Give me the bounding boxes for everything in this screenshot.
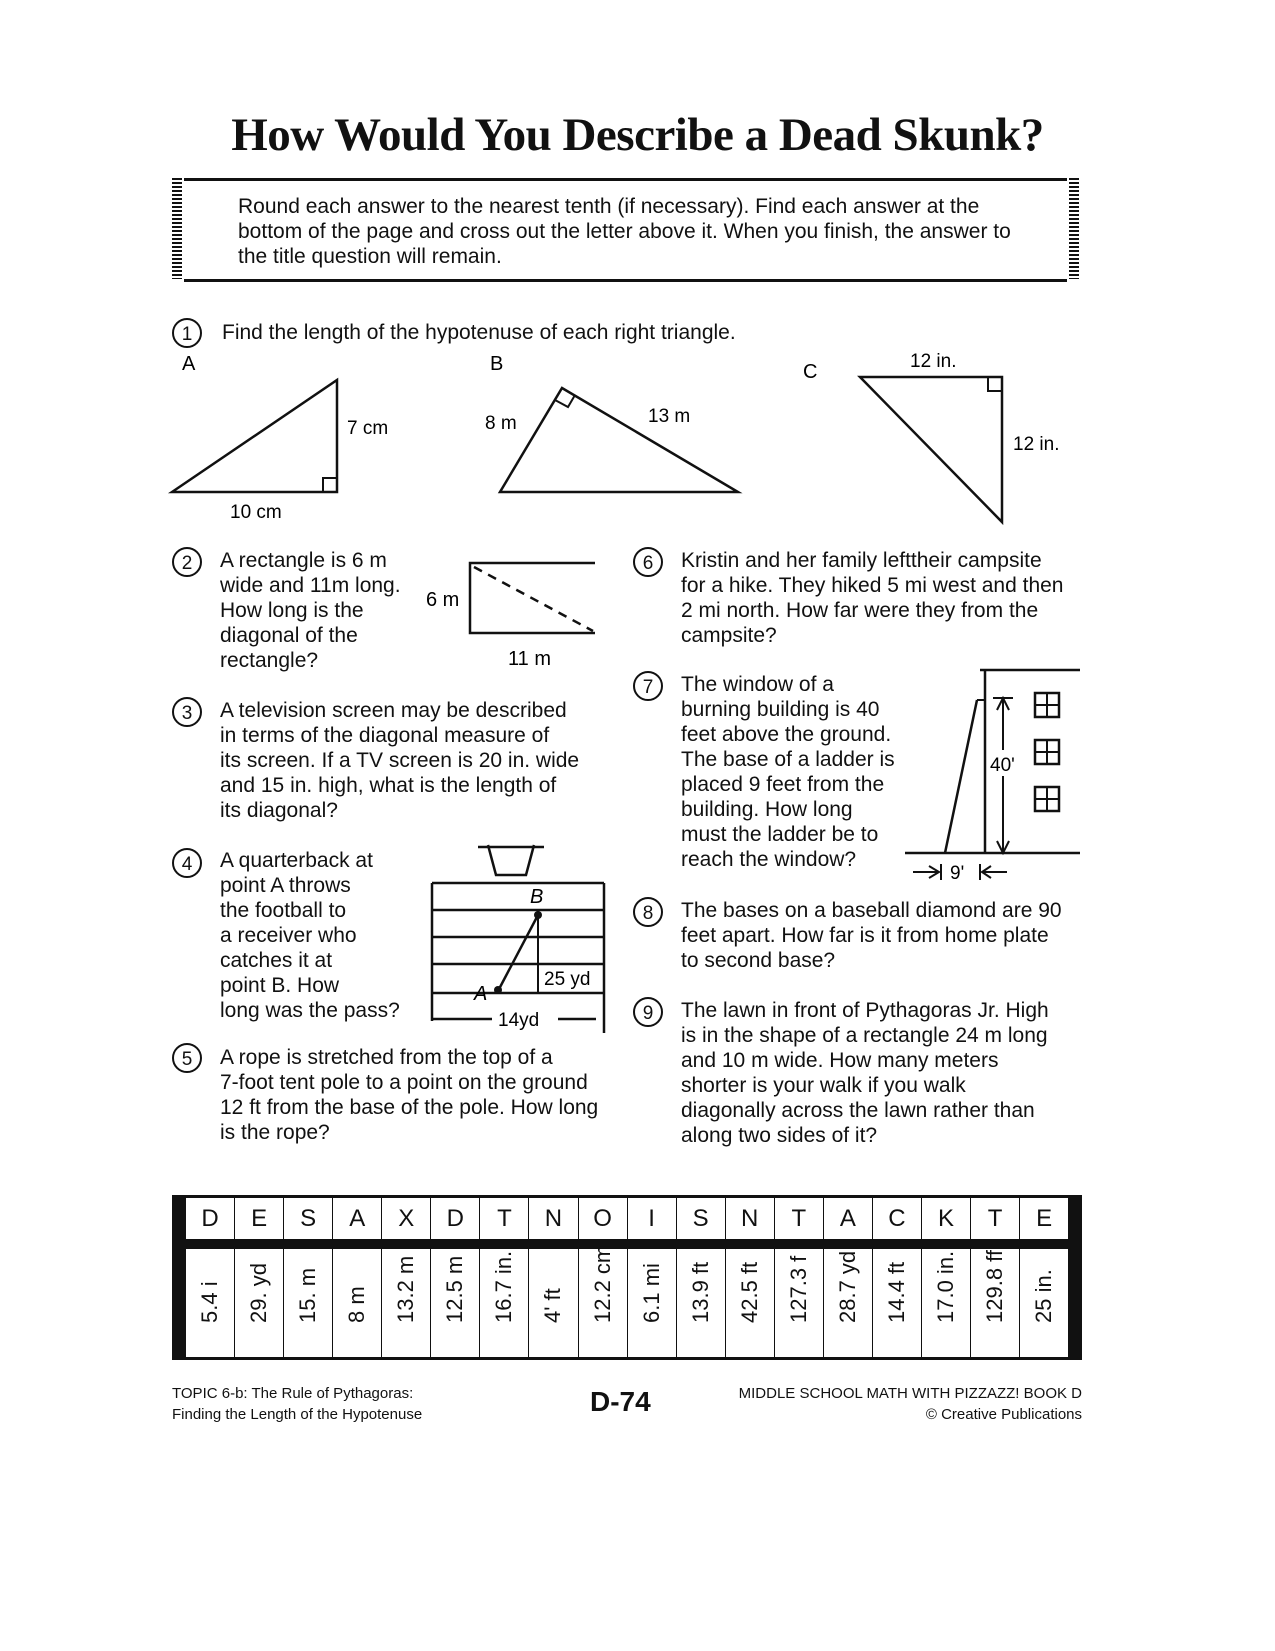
code-letter: D [430, 1198, 479, 1239]
rectangle-width-label: 6 m [426, 589, 460, 611]
code-answer-cell [430, 1249, 479, 1357]
code-answer-cell [381, 1249, 430, 1357]
code-letter: A [823, 1198, 872, 1239]
code-letters-row [186, 1198, 1068, 1249]
code-letter: X [381, 1198, 430, 1239]
code-letter: D [201, 1205, 219, 1232]
code-answer: 42.5 ft [736, 1261, 762, 1323]
q7-building-ladder-diagram [905, 668, 1085, 883]
q4-football-field-diagram [420, 843, 610, 1033]
window-icon [1035, 693, 1059, 717]
triangle-c-label: C [803, 361, 818, 383]
code-answer-cell [1019, 1249, 1068, 1357]
code-answer: 29. yd [246, 1263, 272, 1323]
q9-text: The lawn in front of Pythagoras Jr. High is in the shape of a rectangle 24 m long and 10 m wide. How many meters shorter is your walk if you walk diagonally across the lawn rather than along two sides of it? [681, 999, 1049, 1147]
code-answer-cell [627, 1249, 676, 1357]
window-icon [1035, 787, 1059, 811]
footer-topic: TOPIC 6-b: The Rule of Pythagoras: Finding the Length of the Hypotenuse [172, 1385, 423, 1423]
code-letter: T [774, 1198, 823, 1239]
code-answer: 16.7 in. [491, 1250, 517, 1323]
code-letter: I [627, 1198, 676, 1239]
question-number: 1 [172, 318, 202, 348]
code-answer-cell [676, 1249, 725, 1357]
footer-publisher: MIDDLE SCHOOL MATH WITH PIZZAZZ! BOOK D © Creative Publications [738, 1385, 1082, 1423]
q2-text: A rectangle is 6 m wide and 11m long. How long is the diagonal of the rectangle? [220, 549, 401, 672]
right-border-hatch [1069, 178, 1079, 279]
code-answer: 25 in. [1031, 1269, 1057, 1323]
code-answer: 17.0 in. [932, 1250, 958, 1323]
question-number: 5 [172, 1043, 202, 1073]
code-answer-cell [823, 1249, 872, 1357]
code-letter: S [676, 1198, 725, 1239]
point-b-dot [534, 911, 542, 919]
triangle-c-leg-top: 12 in. [910, 351, 957, 372]
code-answer-cell [872, 1249, 921, 1357]
question-number: 9 [633, 997, 663, 1027]
q2-rectangle-diagram [420, 555, 605, 675]
building-height-label: 40' [990, 755, 1015, 776]
code-answer: 129.8 ff [982, 1250, 1008, 1323]
code-answer: 8 m [344, 1286, 370, 1323]
code-answer: 14.4 ft [883, 1261, 909, 1323]
horizontal-distance-label: 14yd [498, 1010, 540, 1031]
triangle-c-leg-right: 12 in. [1013, 434, 1060, 455]
right-angle-mark [988, 377, 1002, 391]
question-number: 2 [172, 547, 202, 577]
vertical-distance-label: 25 yd [544, 969, 591, 990]
q3-text: A television screen may be described in terms of the diagonal measure of its screen. If a TV screen is 20 in. wide and 15 in. high, what is the length of its diagonal? [220, 699, 580, 822]
code-letter: T [970, 1198, 1019, 1239]
code-letter: S [283, 1198, 332, 1239]
triangle-b-label: B [490, 353, 504, 375]
q6-text: Kristin and her family lefttheir campsite for a hike. They hiked 5 mi west and then 2 mi north. How far were they from the campsite? [681, 549, 1064, 647]
code-answer-cell [774, 1249, 823, 1357]
code-letter: N [528, 1198, 577, 1239]
code-answer: 6.1 mi [638, 1263, 664, 1323]
triangle-c [860, 377, 1002, 522]
code-letter: O [578, 1198, 627, 1239]
q4-text: A quarterback at point A throws the football to a receiver who catches it at point B. How long was the pass? [220, 849, 400, 1022]
code-letter: C [872, 1198, 921, 1239]
triangle-b-leg-right: 13 m [648, 406, 691, 427]
question-number: 6 [633, 547, 663, 577]
page-number: D-74 [590, 1386, 651, 1417]
code-letter: K [921, 1198, 970, 1239]
code-answer: 13.2 m [393, 1255, 419, 1323]
instructions-box [184, 178, 1067, 282]
code-answer-cell [725, 1249, 774, 1357]
code-answer: 12.5 m [442, 1255, 468, 1323]
q1-triangles [160, 350, 1100, 530]
page-title: How Would You Describe a Dead Skunk? [231, 109, 1044, 161]
code-answers-row [186, 1244, 1068, 1357]
q1-text: Find the length of the hypotenuse of each right triangle. [222, 321, 736, 344]
point-a-dot [494, 986, 502, 994]
answer-code-table [172, 1195, 1082, 1360]
instructions-text: Round each answer to the nearest tenth (if necessary). Find each answer at the bottom of the page and cross out the letter above it. When you finish, the answer to the title question will remain. [238, 195, 1011, 268]
goal-post [488, 845, 534, 875]
triangle-a-leg-horizontal: 10 cm [230, 502, 282, 523]
question-number: 4 [172, 848, 202, 878]
q7-text: The window of a burning building is 40 feet above the ground. The base of a ladder is placed 9 feet from the building. How long must the ladder be to reach the window? [681, 673, 895, 871]
question-number: 3 [172, 697, 202, 727]
right-angle-mark [323, 478, 337, 492]
triangle-b [500, 388, 738, 492]
ladder-base-label: 9' [950, 863, 965, 883]
q8-text: The bases on a baseball diamond are 90 feet apart. How far is it from home plate to second base? [681, 899, 1062, 972]
code-answer-cell [921, 1249, 970, 1357]
point-b-label: B [530, 886, 544, 908]
code-letter: N [725, 1198, 774, 1239]
code-letter: E [1019, 1198, 1068, 1239]
point-a-label: A [474, 983, 488, 1005]
code-letter: E [234, 1198, 283, 1239]
code-answer-cell [479, 1249, 528, 1357]
code-answer-cell [332, 1249, 381, 1357]
code-answer-cell [234, 1249, 283, 1357]
pass-path [498, 915, 538, 991]
code-answer: 12.2 cm [589, 1244, 615, 1323]
triangle-b-leg-left: 8 m [485, 413, 517, 434]
code-answer: 5.4 i [197, 1281, 223, 1323]
question-number: 8 [633, 897, 663, 927]
triangle-a [172, 380, 337, 492]
code-answer-cell [283, 1249, 332, 1357]
code-answer-cell [970, 1249, 1019, 1357]
q5-text: A rope is stretched from the top of a 7-foot tent pole to a point on the ground 12 ft from the base of the pole. How long is the rope? [220, 1046, 599, 1144]
left-border-hatch [172, 178, 182, 279]
code-answer-cell [186, 1249, 234, 1357]
code-answer: 127.3 f [785, 1255, 811, 1323]
code-answer: 28.7 yd [834, 1250, 860, 1323]
code-answer: 13.9 ft [687, 1261, 713, 1323]
diagonal [474, 567, 593, 631]
code-letter: T [479, 1198, 528, 1239]
question-number: 7 [633, 671, 663, 701]
code-letter: A [332, 1198, 381, 1239]
window-icon [1035, 740, 1059, 764]
code-answer: 15. m [295, 1267, 321, 1323]
ladder [945, 700, 977, 853]
rectangle-length-label: 11 m [508, 648, 551, 670]
code-answer-cell [578, 1244, 627, 1357]
triangle-a-leg-vertical: 7 cm [347, 418, 389, 439]
triangle-a-label: A [182, 353, 196, 375]
code-answer-cell [528, 1249, 577, 1357]
code-answer: 4' ft [540, 1288, 566, 1323]
